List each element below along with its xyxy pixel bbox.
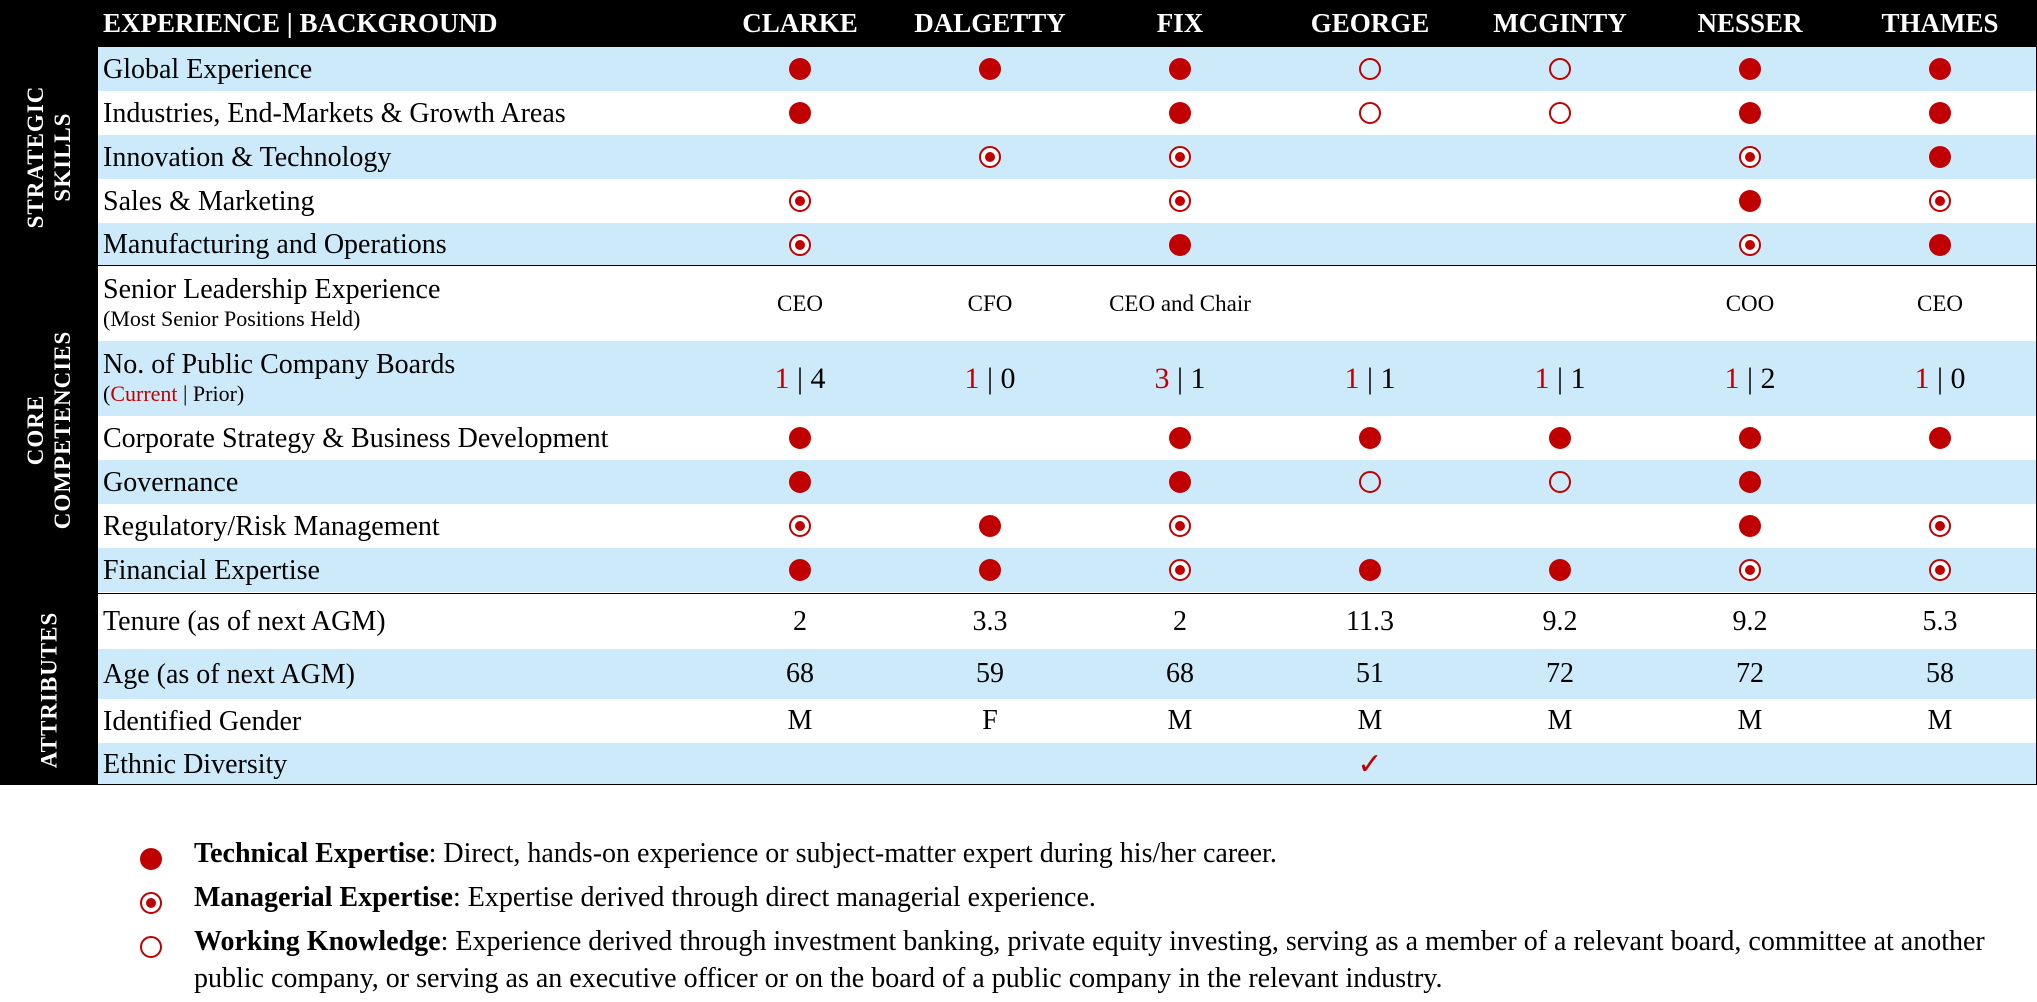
cell <box>705 179 895 223</box>
position-text: CEO <box>1917 290 1963 316</box>
cell <box>1275 416 1465 460</box>
cell <box>1845 548 2035 592</box>
cell <box>1085 91 1275 135</box>
technical-expertise-icon <box>1169 102 1191 124</box>
cell <box>895 594 1085 649</box>
managerial-expertise-icon <box>789 234 811 256</box>
director-header-fix: FIX <box>1156 8 1204 38</box>
cell <box>1275 47 1465 91</box>
managerial-expertise-icon <box>1169 190 1191 212</box>
cell <box>705 548 895 592</box>
row-label <box>103 47 312 91</box>
technical-expertise-icon <box>979 559 1001 581</box>
cell <box>705 135 895 179</box>
cell <box>1845 649 2035 699</box>
cell <box>1465 135 1655 179</box>
row-label-text: Sales & Marketing <box>103 185 315 217</box>
section-attributes <box>0 594 2037 785</box>
matrix-row <box>98 179 2036 223</box>
cell <box>1085 548 1275 592</box>
attribute-value: M <box>1927 705 1953 736</box>
position-text: CFO <box>967 290 1013 316</box>
working-knowledge-icon <box>1549 58 1571 80</box>
section-core-competencies <box>0 266 2037 594</box>
row-label <box>103 594 386 649</box>
legend-text <box>194 923 2034 997</box>
position-text: COO <box>1725 290 1775 316</box>
section-label: CORE COMPETENCIES <box>23 330 75 530</box>
cell <box>705 460 895 504</box>
attribute-value: 3.3 <box>972 605 1008 637</box>
matrix-row <box>98 135 2036 179</box>
row-sublabel <box>103 380 455 408</box>
technical-expertise-icon <box>979 515 1001 537</box>
attribute-value: M <box>787 705 813 736</box>
technical-expertise-icon <box>1169 471 1191 493</box>
attribute-value: 68 <box>1166 658 1194 689</box>
matrix-row <box>98 47 2036 91</box>
cell <box>1465 416 1655 460</box>
managerial-expertise-icon <box>1929 515 1951 537</box>
attribute-value: 58 <box>1926 658 1954 689</box>
cell <box>1655 266 1845 341</box>
technical-expertise-icon <box>1739 58 1761 80</box>
cell <box>1845 594 2035 649</box>
row-label-text: Senior Leadership Experience <box>103 274 441 305</box>
prior-key: ( <box>103 381 111 406</box>
position-text: CEO and Chair <box>1109 290 1251 316</box>
technical-expertise-icon <box>1359 427 1381 449</box>
technical-expertise-icon <box>1929 234 1951 256</box>
technical-expertise-icon <box>140 848 162 870</box>
cell <box>1275 223 1465 266</box>
cell <box>1465 649 1655 699</box>
attribute-value: 9.2 <box>1542 605 1578 637</box>
cell <box>1465 548 1655 592</box>
cell <box>1845 504 2035 548</box>
boards-separator: | <box>1549 361 1571 395</box>
director-header-dalgetty: DALGETTY <box>914 8 1066 38</box>
row-label <box>103 416 608 460</box>
row-sublabel: (Most Senior Positions Held) <box>103 306 361 331</box>
section-label-bar <box>0 266 98 594</box>
cell <box>1085 416 1275 460</box>
cell <box>1655 743 1845 785</box>
cell <box>895 47 1085 91</box>
attribute-value: F <box>982 705 998 736</box>
managerial-expertise-icon <box>789 190 811 212</box>
cell <box>895 341 1085 416</box>
cell <box>1085 504 1275 548</box>
attribute-value: 9.2 <box>1732 605 1768 637</box>
cell <box>895 416 1085 460</box>
prior-boards: 4 <box>810 361 826 395</box>
section-label: ATTRIBUTES <box>36 611 62 768</box>
cell <box>1085 460 1275 504</box>
cell <box>1085 594 1275 649</box>
cell <box>1465 341 1655 416</box>
cell <box>895 135 1085 179</box>
prior-boards: 1 <box>1190 361 1206 395</box>
boards-separator: | <box>1359 361 1381 395</box>
row-label <box>103 179 315 223</box>
current-boards: 3 <box>1154 361 1170 395</box>
working-knowledge-icon <box>1359 102 1381 124</box>
cell <box>1085 699 1275 743</box>
technical-expertise-icon <box>1359 559 1381 581</box>
cell <box>1845 416 2035 460</box>
technical-expertise-icon <box>1929 102 1951 124</box>
cell <box>1845 91 2035 135</box>
attribute-value: 72 <box>1736 658 1764 689</box>
cell <box>1655 91 1845 135</box>
managerial-expertise-icon <box>789 515 811 537</box>
working-knowledge-icon <box>140 936 162 958</box>
attribute-value: 2 <box>793 605 807 637</box>
cell <box>1465 594 1655 649</box>
row-label <box>103 548 320 592</box>
matrix-row <box>98 416 2036 460</box>
cell <box>1085 341 1275 416</box>
cell <box>895 223 1085 266</box>
matrix-row <box>98 649 2036 699</box>
cell <box>895 91 1085 135</box>
cell <box>705 743 895 785</box>
current-boards: 1 <box>1724 361 1740 395</box>
cell <box>1655 416 1845 460</box>
row-label-text: Manufacturing and Operations <box>103 229 447 260</box>
director-header-george: GEORGE <box>1310 8 1430 38</box>
technical-expertise-icon <box>1549 427 1571 449</box>
cell <box>1845 47 2035 91</box>
cell <box>1275 179 1465 223</box>
cell <box>1655 135 1845 179</box>
attribute-value: 11.3 <box>1346 605 1394 637</box>
cell <box>1275 460 1465 504</box>
technical-expertise-icon <box>1929 146 1951 168</box>
cell <box>1275 699 1465 743</box>
legend-text <box>194 835 2034 872</box>
cell <box>1085 135 1275 179</box>
technical-expertise-icon <box>789 58 811 80</box>
row-label-text: No. of Public Company Boards <box>103 349 456 380</box>
cell <box>705 341 895 416</box>
cell <box>1465 266 1655 341</box>
row-label <box>103 743 287 785</box>
matrix-row <box>98 504 2036 548</box>
cell <box>1275 91 1465 135</box>
matrix-title: EXPERIENCE | BACKGROUND <box>103 8 498 38</box>
managerial-expertise-icon <box>1169 146 1191 168</box>
cell <box>1465 460 1655 504</box>
technical-expertise-icon <box>1169 427 1191 449</box>
cell <box>1465 47 1655 91</box>
row-label <box>103 341 455 416</box>
cell <box>705 416 895 460</box>
managerial-expertise-icon <box>1739 234 1761 256</box>
technical-expertise-icon <box>789 559 811 581</box>
legend-description: : Experience derived through investment banking, private equity investing, serving as a member of a relevant board, committee at another public company, or serving as an executive officer or on the board of a public company in the relevant industry. <box>194 926 1985 994</box>
cell <box>1275 594 1465 649</box>
current-boards: 1 <box>1914 361 1930 395</box>
current-boards: 1 <box>774 361 790 395</box>
prior-boards: 0 <box>1000 361 1016 395</box>
technical-expertise-icon <box>789 427 811 449</box>
working-knowledge-icon <box>1549 471 1571 493</box>
matrix-row <box>98 266 2036 341</box>
cell <box>1655 594 1845 649</box>
cell <box>1845 743 2035 785</box>
cell <box>895 548 1085 592</box>
attribute-value: M <box>1357 705 1383 736</box>
cell <box>895 504 1085 548</box>
cell <box>705 223 895 266</box>
cell <box>1465 91 1655 135</box>
matrix-row <box>98 743 2036 785</box>
cell <box>895 460 1085 504</box>
cell <box>1655 548 1845 592</box>
technical-expertise-icon <box>1169 234 1191 256</box>
cell <box>1845 699 2035 743</box>
cell <box>1655 460 1845 504</box>
cell <box>895 179 1085 223</box>
director-header-thames: THAMES <box>1881 8 1999 38</box>
boards-separator: | <box>1929 361 1951 395</box>
attribute-value: 51 <box>1356 658 1384 689</box>
cell <box>1085 743 1275 785</box>
cell <box>1465 223 1655 266</box>
director-header-clarke: CLARKE <box>742 8 858 38</box>
cell <box>1085 223 1275 266</box>
technical-expertise-icon <box>1169 58 1191 80</box>
managerial-legend-icon <box>140 887 162 924</box>
technical-expertise-icon <box>1739 190 1761 212</box>
legend-text <box>194 879 2034 916</box>
cell <box>1085 179 1275 223</box>
technical-expertise-icon <box>1739 471 1761 493</box>
cell <box>1845 460 2035 504</box>
cell <box>1275 649 1465 699</box>
row-label <box>103 460 238 504</box>
row-label-text: Age (as of next AGM) <box>103 658 355 690</box>
attribute-value: 5.3 <box>1922 605 1958 637</box>
current-key: Current <box>110 381 178 406</box>
prior-boards: 2 <box>1760 361 1776 395</box>
cell <box>705 649 895 699</box>
cell <box>1845 223 2035 266</box>
row-label-text: Regulatory/Risk Management <box>103 510 440 542</box>
row-label-text: Tenure (as of next AGM) <box>103 606 386 637</box>
row-label <box>103 699 301 743</box>
row-label-text: Corporate Strategy & Business Development <box>103 422 609 454</box>
row-label <box>103 266 440 341</box>
cell <box>705 47 895 91</box>
legend-term: Managerial Expertise <box>194 882 453 913</box>
cell <box>1085 266 1275 341</box>
section-label: STRATEGIC SKILLS <box>23 85 75 228</box>
cell <box>895 743 1085 785</box>
cell <box>1845 135 2035 179</box>
cell <box>705 594 895 649</box>
prior-boards: 0 <box>1950 361 1966 395</box>
cell <box>1655 223 1845 266</box>
cell <box>895 266 1085 341</box>
matrix-row <box>98 341 2036 416</box>
boards-separator: | <box>789 361 811 395</box>
current-boards: 1 <box>1344 361 1360 395</box>
boards-separator: | <box>1169 361 1191 395</box>
cell <box>1085 47 1275 91</box>
attribute-value: M <box>1737 705 1763 736</box>
cell <box>1655 649 1845 699</box>
cell <box>1655 699 1845 743</box>
boards-separator: | <box>1739 361 1761 395</box>
legend-description: : Expertise derived through direct managerial experience. <box>452 882 1096 913</box>
attribute-value: 2 <box>1173 605 1187 637</box>
row-label-text: Ethnic Diversity <box>103 748 288 780</box>
legend <box>0 785 2037 1002</box>
row-label <box>103 135 391 179</box>
cell <box>1275 341 1465 416</box>
matrix-row <box>98 223 2036 266</box>
cell <box>705 266 895 341</box>
row-label-text: Innovation & Technology <box>103 141 392 173</box>
section-label-bar <box>0 47 98 266</box>
matrix-header <box>0 0 2037 47</box>
row-label <box>103 91 566 135</box>
row-label-text: Governance <box>103 466 239 498</box>
cell <box>1275 548 1465 592</box>
section-label-bar <box>0 594 98 785</box>
technical-expertise-icon <box>979 58 1001 80</box>
cell <box>1655 47 1845 91</box>
checkmark-icon: ✓ <box>1357 746 1383 782</box>
current-boards: 1 <box>964 361 980 395</box>
cell <box>1275 743 1465 785</box>
working-knowledge-icon <box>1359 58 1381 80</box>
matrix-row <box>98 548 2036 592</box>
technical-expertise-icon <box>1549 559 1571 581</box>
matrix-row <box>98 460 2036 504</box>
cell <box>1465 504 1655 548</box>
working-legend-icon <box>140 931 162 968</box>
technical-expertise-icon <box>789 102 811 124</box>
prior-key: | Prior) <box>177 381 245 406</box>
working-knowledge-icon <box>1549 102 1571 124</box>
director-header-nesser: NESSER <box>1697 8 1803 38</box>
cell <box>1465 179 1655 223</box>
cell <box>1085 649 1275 699</box>
cell <box>895 649 1085 699</box>
director-header-mcginty: MCGINTY <box>1493 8 1627 38</box>
technical-expertise-icon <box>1739 102 1761 124</box>
managerial-expertise-icon <box>1739 559 1761 581</box>
managerial-expertise-icon <box>1929 190 1951 212</box>
section-strategic-skills <box>0 47 2037 266</box>
technical-expertise-icon <box>1739 427 1761 449</box>
attribute-value: 68 <box>786 658 814 689</box>
row-label <box>103 223 447 266</box>
technical-expertise-icon <box>1739 515 1761 537</box>
cell <box>1275 504 1465 548</box>
row-label-text: Global Experience <box>103 53 313 85</box>
managerial-expertise-icon <box>1929 559 1951 581</box>
cell <box>1655 341 1845 416</box>
attribute-value: M <box>1547 705 1573 736</box>
matrix-row <box>98 594 2036 649</box>
cell <box>1465 699 1655 743</box>
cell <box>1655 504 1845 548</box>
cell <box>1845 179 2035 223</box>
managerial-expertise-icon <box>140 892 162 914</box>
legend-term: Technical Expertise <box>194 838 429 869</box>
matrix-row <box>98 699 2036 743</box>
cell <box>705 504 895 548</box>
attribute-value: M <box>1167 705 1193 736</box>
prior-boards: 1 <box>1570 361 1586 395</box>
technical-expertise-icon <box>1929 427 1951 449</box>
legend-term: Working Knowledge <box>194 926 441 957</box>
managerial-expertise-icon <box>979 146 1001 168</box>
cell <box>1845 266 2035 341</box>
row-label-text: Financial Expertise <box>103 554 320 586</box>
technical-expertise-icon <box>789 471 811 493</box>
prior-boards: 1 <box>1380 361 1396 395</box>
cell <box>705 699 895 743</box>
managerial-expertise-icon <box>1739 146 1761 168</box>
technical-legend-icon <box>140 843 162 880</box>
managerial-expertise-icon <box>1169 559 1191 581</box>
managerial-expertise-icon <box>1169 515 1191 537</box>
attribute-value: 72 <box>1546 658 1574 689</box>
attribute-value: 59 <box>976 658 1004 689</box>
cell <box>1275 135 1465 179</box>
row-label <box>103 504 440 548</box>
boards-separator: | <box>979 361 1001 395</box>
cell <box>1275 266 1465 341</box>
position-text: CEO <box>777 290 823 316</box>
cell <box>705 91 895 135</box>
technical-expertise-icon <box>1929 58 1951 80</box>
working-knowledge-icon <box>1359 471 1381 493</box>
cell <box>1655 179 1845 223</box>
cell <box>895 699 1085 743</box>
current-boards: 1 <box>1534 361 1550 395</box>
row-label-text: Industries, End-Markets & Growth Areas <box>103 97 566 129</box>
legend-description: : Direct, hands-on experience or subject-matter expert during his/her career. <box>428 838 1277 869</box>
row-label-text: Identified Gender <box>103 705 302 737</box>
matrix-row <box>98 91 2036 135</box>
cell <box>1845 341 2035 416</box>
row-label <box>103 649 355 699</box>
cell <box>1465 743 1655 785</box>
